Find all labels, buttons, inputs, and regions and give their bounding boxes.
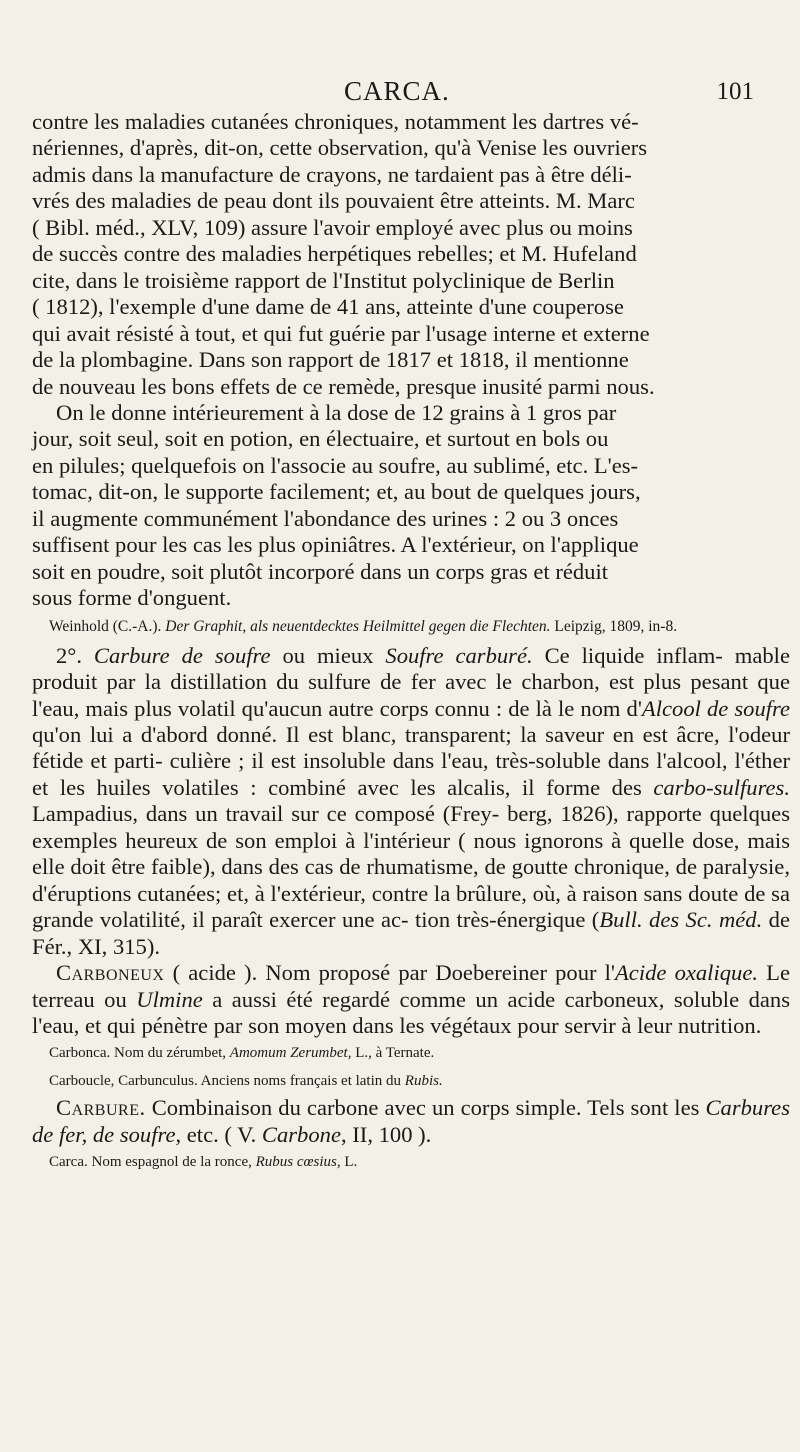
text-run: Lampadius, dans un travail sur ce composé (Frey- berg, 1826), rapporte quelques exemples heureux de son emploi à l'intérieur ( nous ignorons à quelle dose, mais elle doit être faible), dans des cas de rhumatisme, de goutte chronique, de paralysie, d'éruptions cutanées; et, à l'extérieur, contre la brûlure, où, à raison sans doute de sa grande volatilité, il paraît exercer une ac- tion très-énergique ( <box>32 801 790 933</box>
text-line: jour, soit seul, soit en potion, en électuaire, et surtout en bols ou <box>32 426 609 452</box>
text-run: ( acide ). Nom proposé par Doebereiner pour l' <box>172 960 615 986</box>
text-line: soit en poudre, soit plutôt incorporé dans un corps gras et réduit <box>32 558 609 584</box>
term: Carbure de soufre <box>93 642 271 668</box>
text-run: , L. <box>336 1154 358 1171</box>
text-run: Combinaison du carbone avec un corps simple. Tels sont les <box>151 1095 700 1121</box>
entry-carca <box>32 1148 790 1176</box>
text-line: sous forme d'onguent. <box>32 585 232 611</box>
term: Alcool de soufre <box>641 695 790 721</box>
term: Acide oxalique. <box>615 960 759 986</box>
text-run: Ce liquide inflam- mable produit par la distillation du sulfure de fer avec le charbon, est plus pesant que l'eau, mais plus volatil qu'aucun autre corps connu : de là le nom d' <box>32 642 790 721</box>
bibliography-author: Weinhold (C.-A.). <box>49 617 162 635</box>
bibliography-reference <box>32 612 790 643</box>
text-run: qu'on lui a d'abord donné. Il est blanc, transparent; la saveur en est âcre, l'odeur fétide et parti- culière ; il est insoluble dans l'eau, très-soluble dans l'alcool, l'éther et les huiles volatiles : combiné avec les alcalis, il forme des <box>32 721 790 800</box>
paragraph-graphite-continued <box>32 109 790 400</box>
text-line: On le donne intérieurement à la dose de 12 grains à 1 gros par <box>56 399 617 425</box>
term: Carbures de fer, de soufre <box>32 1095 790 1147</box>
headword: Carboneux <box>56 960 165 986</box>
running-head: CARCA. <box>344 76 450 106</box>
entry-carboucle <box>32 1067 790 1095</box>
text-run: , II, 100 ). <box>340 1121 432 1147</box>
term: Rubus cœsius <box>255 1154 337 1171</box>
term: Rubis. <box>404 1073 443 1090</box>
text-line: de la plombagine. Dans son rapport de 1817 et 1818, il mentionne <box>32 347 629 373</box>
text-run: Le terreau ou <box>32 960 790 1012</box>
text-line: cite, dans le troisième rapport de l'Institut polyclinique de Berlin <box>32 267 615 293</box>
page-body <box>32 109 790 1176</box>
text-line: en pilules; quelquefois on l'associe au soufre, au sublimé, etc. L'es- <box>32 452 639 478</box>
text-line: de succès contre des maladies herpétiques rebelles; et M. Hufeland <box>32 241 637 267</box>
text-run: Nom du zérumbet, <box>113 1045 227 1062</box>
text-run: de Fér., XI, 315). <box>32 907 790 959</box>
text-run: Nom espagnol de la ronce, <box>91 1154 252 1171</box>
text-run: a aussi été regardé comme un acide carboneux, soluble dans l'eau, et qui pénètre par son moyen dans les végétaux pour servir à leur nutrition. <box>32 986 790 1038</box>
text-line: ( Bibl. méd., XLV, 109) assure l'avoir employé avec plus ou moins <box>32 214 633 240</box>
text-run: , etc. ( V. <box>175 1121 257 1147</box>
text-line: qui avait résisté à tout, et qui fut guérie par l'usage interne et externe <box>32 320 650 346</box>
headword: Carbure. <box>56 1095 146 1121</box>
headword: Carca. <box>49 1154 88 1171</box>
text-line: nériennes, d'après, dit-on, cette observation, qu'à Venise les ouvriers <box>32 135 648 161</box>
text-line: tomac, dit-on, le supporte facilement; et, au bout de quelques jours, <box>32 479 641 505</box>
text-line: de nouveau les bons effets de ce remède, presque inusité parmi nous. <box>32 373 655 399</box>
entry-carboneux <box>32 960 790 1039</box>
paragraph-dosage <box>32 400 790 612</box>
text-line: vrés des maladies de peau dont ils pouvaient être atteints. M. Marc <box>32 188 635 214</box>
bibliography-title: Der Graphit, als neuentdecktes Heilmittel gegen die Flechten. <box>165 617 551 635</box>
section-prefix: 2°. <box>56 642 82 668</box>
bibliography-imprint: Leipzig, 1809, in-8. <box>554 617 678 635</box>
paragraph-carbure-de-soufre <box>32 643 790 960</box>
headword: Carboucle, Carbunculus. <box>49 1073 198 1090</box>
text-run: Anciens noms français et latin du <box>200 1073 402 1090</box>
entry-carbonca <box>32 1039 790 1067</box>
text-run: , L., à Ternate. <box>347 1045 435 1062</box>
text-line: ( 1812), l'exemple d'une dame de 41 ans, atteinte d'une couperose <box>32 294 624 320</box>
term: Soufre carburé. <box>385 642 533 668</box>
text-run: ou mieux <box>282 642 374 668</box>
headword: Carbonca. <box>49 1045 111 1062</box>
term: Ulmine <box>136 986 203 1012</box>
term: Carbone <box>261 1121 341 1147</box>
term: Amomum Zerumbet <box>229 1045 348 1062</box>
citation: Bull. des Sc. méd. <box>599 907 763 933</box>
text-line: admis dans la manufacture de crayons, ne tardaient pas à être déli- <box>32 161 632 187</box>
term: carbo-sulfures. <box>653 774 790 800</box>
page-header <box>0 74 800 114</box>
entry-carbure <box>32 1095 790 1148</box>
text-line: suffisent pour les cas les plus opiniâtres. A l'extérieur, on l'applique <box>32 532 639 558</box>
page-number: 101 <box>716 78 754 105</box>
text-line: contre les maladies cutanées chroniques, notamment les dartres vé- <box>32 109 639 134</box>
text-line: il augmente communément l'abondance des urines : 2 ou 3 onces <box>32 505 619 531</box>
